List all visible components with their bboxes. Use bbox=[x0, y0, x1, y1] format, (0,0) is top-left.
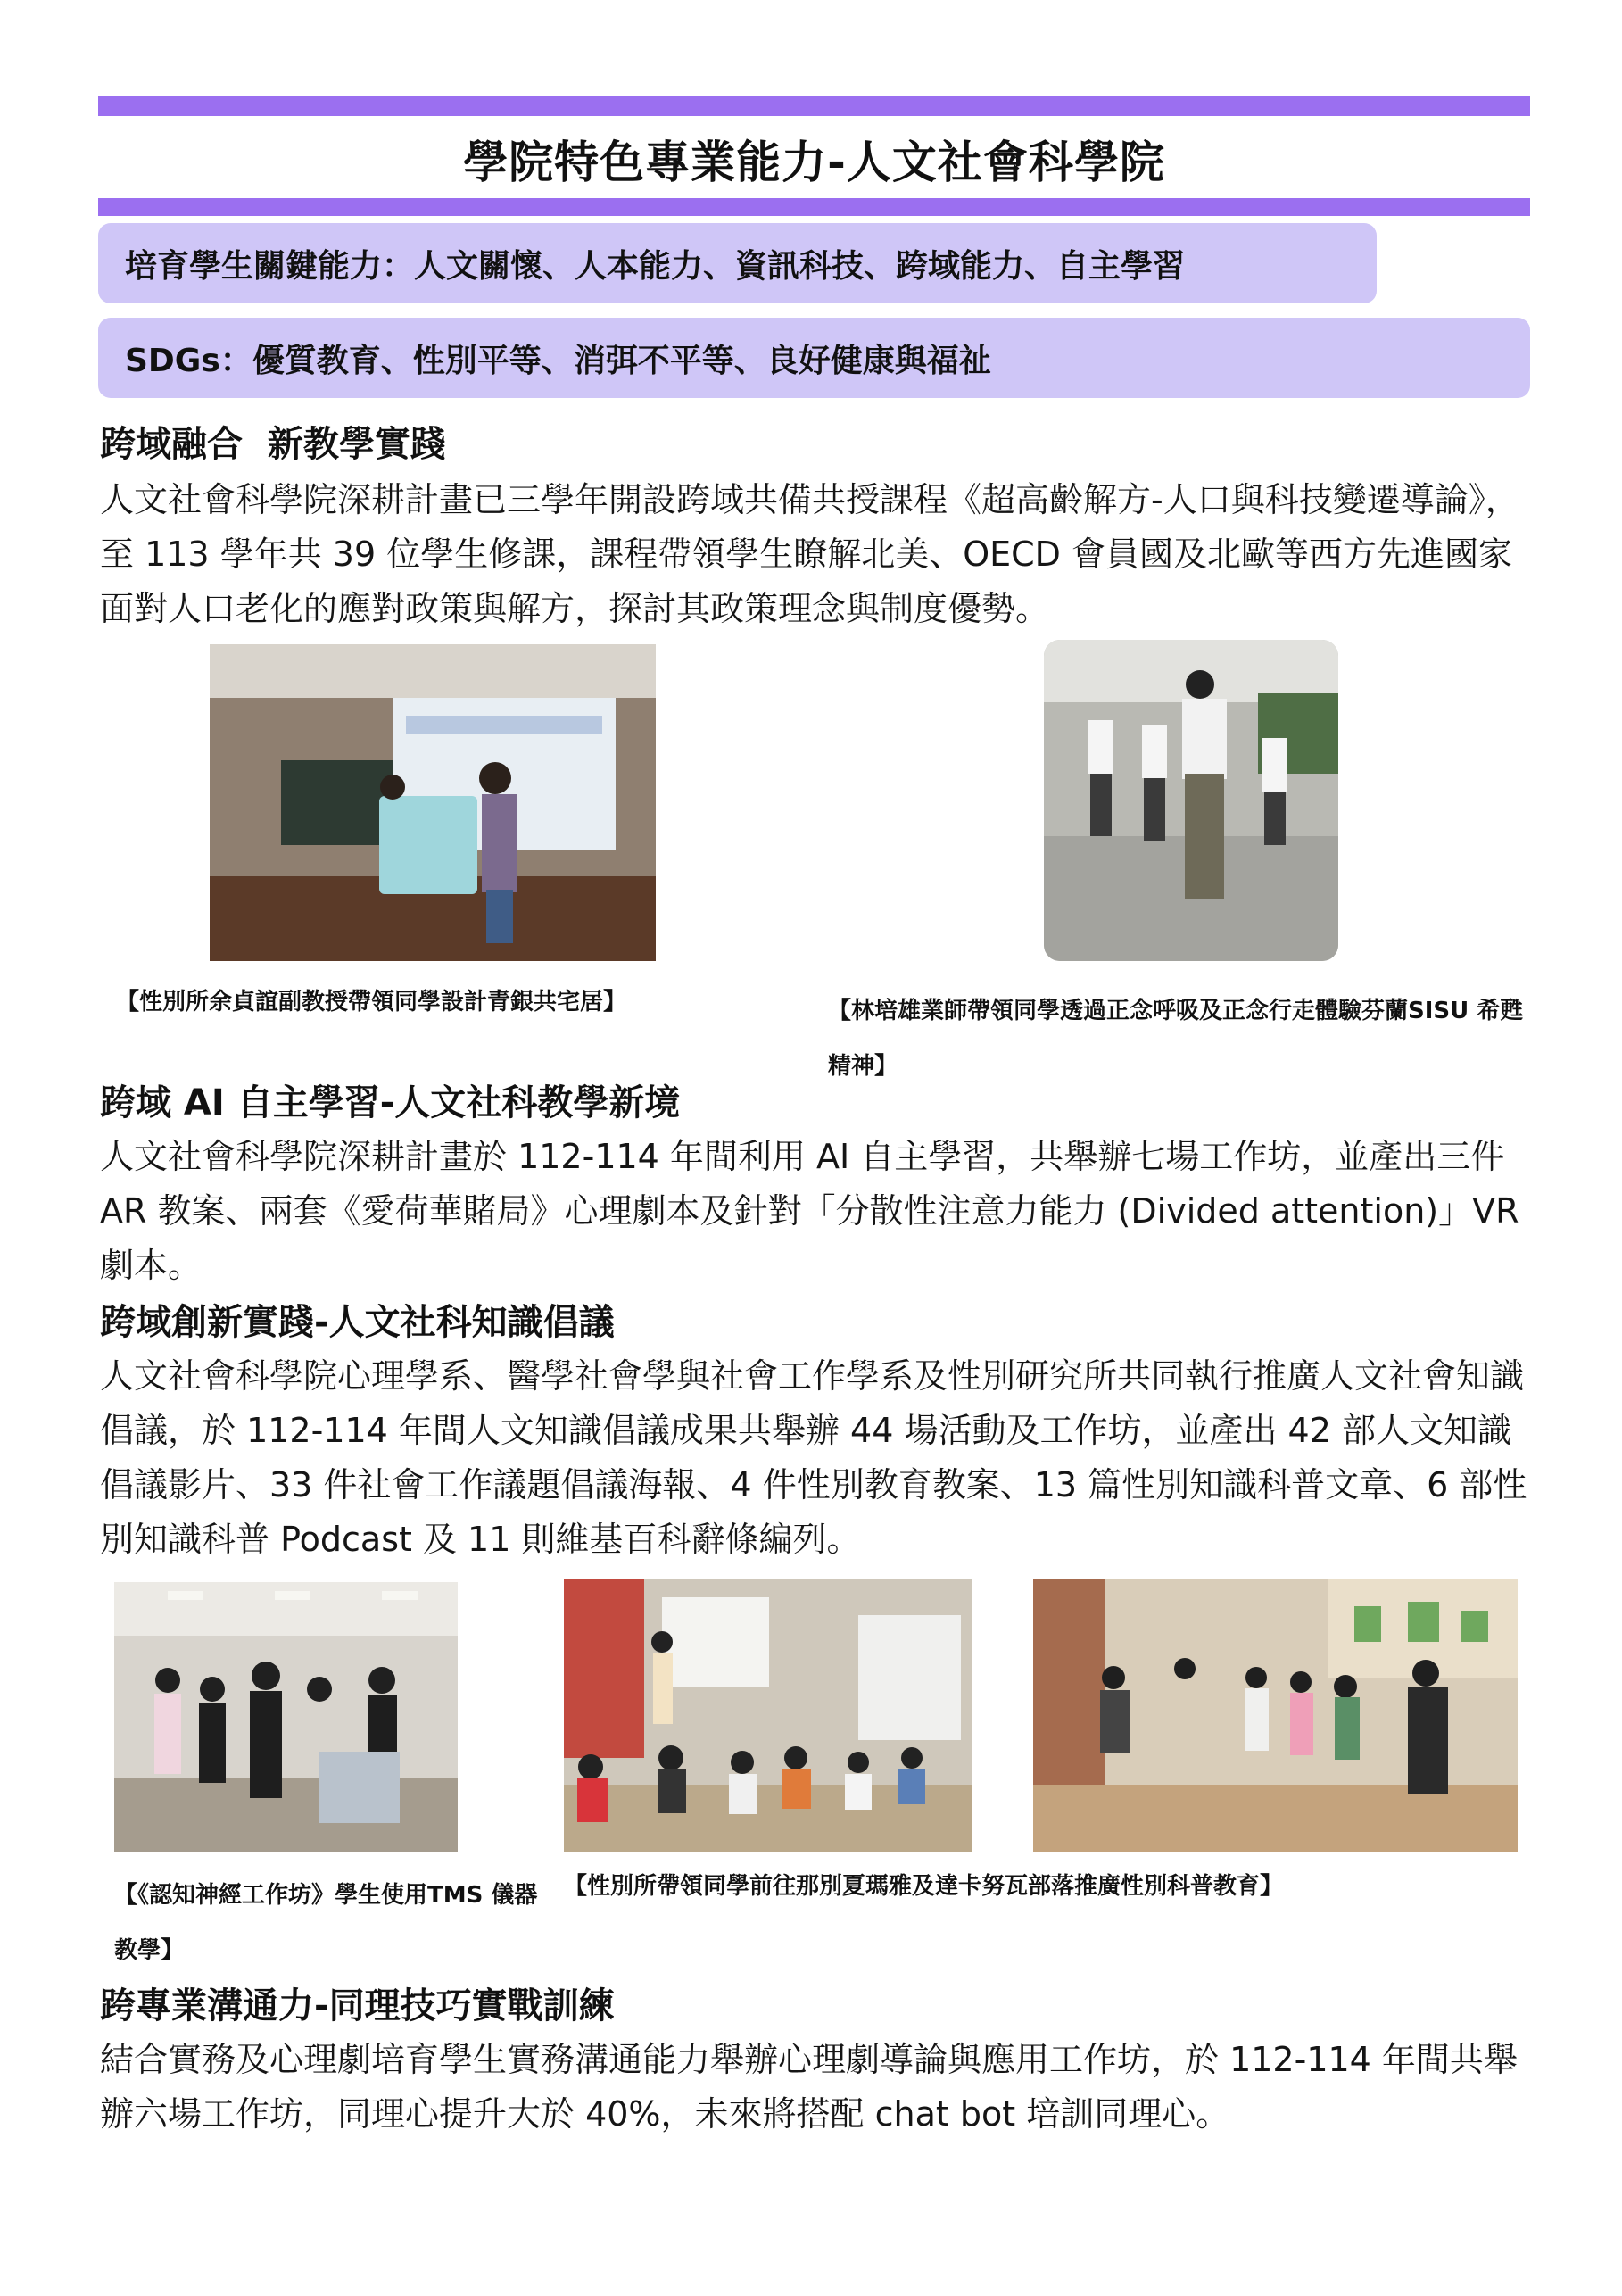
classroom-presentation-photo bbox=[210, 644, 656, 961]
outdoor-walking-photo bbox=[1044, 640, 1338, 961]
section-heading-empathy-training: 跨專業溝通力-同理技巧實戰訓練 bbox=[100, 1985, 615, 2027]
competencies-text: 培育學生關鍵能力：人文關懷、人本能力、資訊科技、跨域能力、自主學習 bbox=[125, 247, 1186, 285]
section-body-knowledge-advocacy: 人文社會科學院心理學系、醫學社會學與社會工作學系及性別研究所共同執行推廣人文社會知識倡議，於 112-114 年間人文知識倡議成果共舉辦 44 場活動及工作坊，並產出 42 部人文知識倡議影片、33 件社會工作議題倡議海報、4 件性別教育教案、13 篇性別知識科普文章、6 部性別知識科普 Podcast 及 11 則維基百科辭條編列。 bbox=[100, 1356, 1527, 1559]
competencies-panel bbox=[98, 223, 1377, 303]
section-body-ai-learning: 人文社會科學院深耕計畫於 112-114 年間利用 AI 自主學習，共舉辦七場工作坊，並產出三件 AR 教案、兩套《愛荷華賭局》心理劇本及針對「分散性注意力能力 (Divided attention)」VR 劇本。 bbox=[100, 1137, 1519, 1285]
title-underline-bar bbox=[98, 198, 1530, 216]
section-body-empathy-training: 結合實務及心理劇培育學生實務溝通能力舉辦心理劇導論與應用工作坊，於 112-114 年間共舉辦六場工作坊，同理心提升大於 40%，未來將搭配 chat bot 培訓同理心。 bbox=[100, 2040, 1518, 2134]
section-heading-ai-learning: 跨域 AI 自主學習-人文社科教學新境 bbox=[100, 1082, 681, 1123]
page-title: 學院特色專業能力-人文社會科學院 bbox=[463, 137, 1165, 188]
photo-caption-outdoor: 【林培雄業師帶領同學透過正念呼吸及正念行走體驗芬蘭SISU 希甦精神】 bbox=[828, 998, 1524, 1080]
tms-lab-photo bbox=[114, 1582, 458, 1852]
photo-caption-tms: 【《認知神經工作坊》學生使用TMS 儀器教學】 bbox=[114, 1882, 538, 1964]
section-heading-cross-domain: 跨域融合 新教學實踐 bbox=[100, 424, 446, 465]
section-body-cross-domain: 人文社會科學院深耕計畫已三學年開設跨域共備共授課程《超高齡解方-人口與科技變遷導論》，至 113 學年共 39 位學生修課，課程帶領學生瞭解北美、OECD 會員國及北歐等西方先進國家面對人口老化的應對政策與解方，探討其政策理念與制度優勢。 bbox=[100, 480, 1519, 628]
kids-classroom-photo bbox=[564, 1579, 972, 1852]
top-accent-bar bbox=[98, 96, 1530, 116]
section-heading-knowledge-advocacy: 跨域創新實踐-人文社科知識倡議 bbox=[100, 1302, 615, 1343]
community-center-photo bbox=[1033, 1579, 1518, 1852]
sdgs-panel bbox=[98, 318, 1530, 398]
sdgs-text: SDGs：優質教育、性別平等、消弭不平等、良好健康與福祉 bbox=[125, 342, 991, 379]
photo-caption-outreach: 【性別所帶領同學前往那別夏瑪雅及達卡努瓦部落推廣性別科普教育】 bbox=[564, 1873, 1284, 1900]
photo-caption-classroom: 【性別所余貞誼副教授帶領同學設計青銀共宅居】 bbox=[116, 989, 627, 1015]
